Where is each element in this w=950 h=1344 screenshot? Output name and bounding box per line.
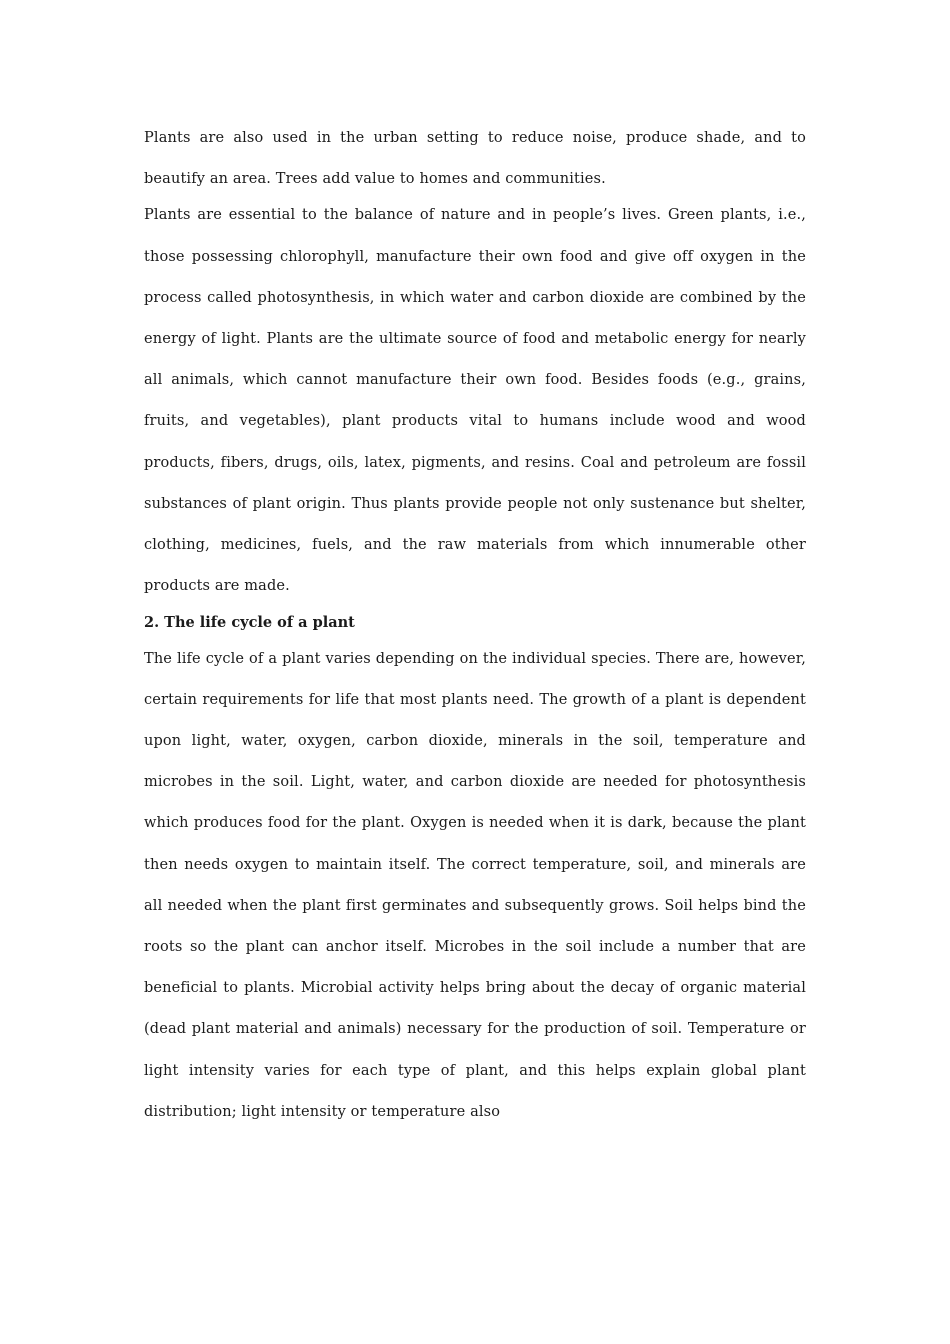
paragraph-plants-essential: Plants are essential to the balance of nature and in people’s lives. Green plants, i.e., those possessing chlorophyll, manufacture their own food and give off oxygen in the process called photosynthesis, in which water and carbon dioxide are combined by the energy of light. Plants are the ultimate source of food and metabolic energy for nearly all animals, which cannot manufacture their own food. Besides foods (e.g., grains, fruits, and vegetables), plant products vital to humans include wood and wood products, fibers, drugs, oils, latex, pigments, and resins. Coal and petroleum are fossil substances of plant origin. Thus plants provide people not only sustenance but shelter, clothing, medicines, fuels, and the raw materials from which innumerable other products are made.	[144, 207, 806, 595]
section-heading-life-cycle: 2. The life cycle of a plant	[144, 614, 355, 632]
paragraph-urban-plants: Plants are also used in the urban setting to reduce noise, produce shade, and to beautify an area. Trees add value to homes and communities.	[144, 130, 806, 188]
document-page	[144, 118, 806, 1133]
paragraph-life-cycle: The life cycle of a plant varies depending on the individual species. There are, however, certain requirements for life that most plants need. The growth of a plant is dependent upon light, water, oxygen, carbon dioxide, minerals in the soil, temperature and microbes in the soil. Light, water, and carbon dioxide are needed for photosynthesis which produces food for the plant. Oxygen is needed when it is dark, because the plant then needs oxygen to maintain itself. The correct temperature, soil, and minerals are all needed when the plant first germinates and subsequently grows. Soil helps bind the roots so the plant can anchor itself. Microbes in the soil include a number that are beneficial to plants. Microbial activity helps bring about the decay of organic material (dead plant material and animals) necessary for the production of soil. Temperature or light intensity varies for each type of plant, and this helps explain global plant distribution; light intensity or temperature also	[144, 650, 806, 1120]
